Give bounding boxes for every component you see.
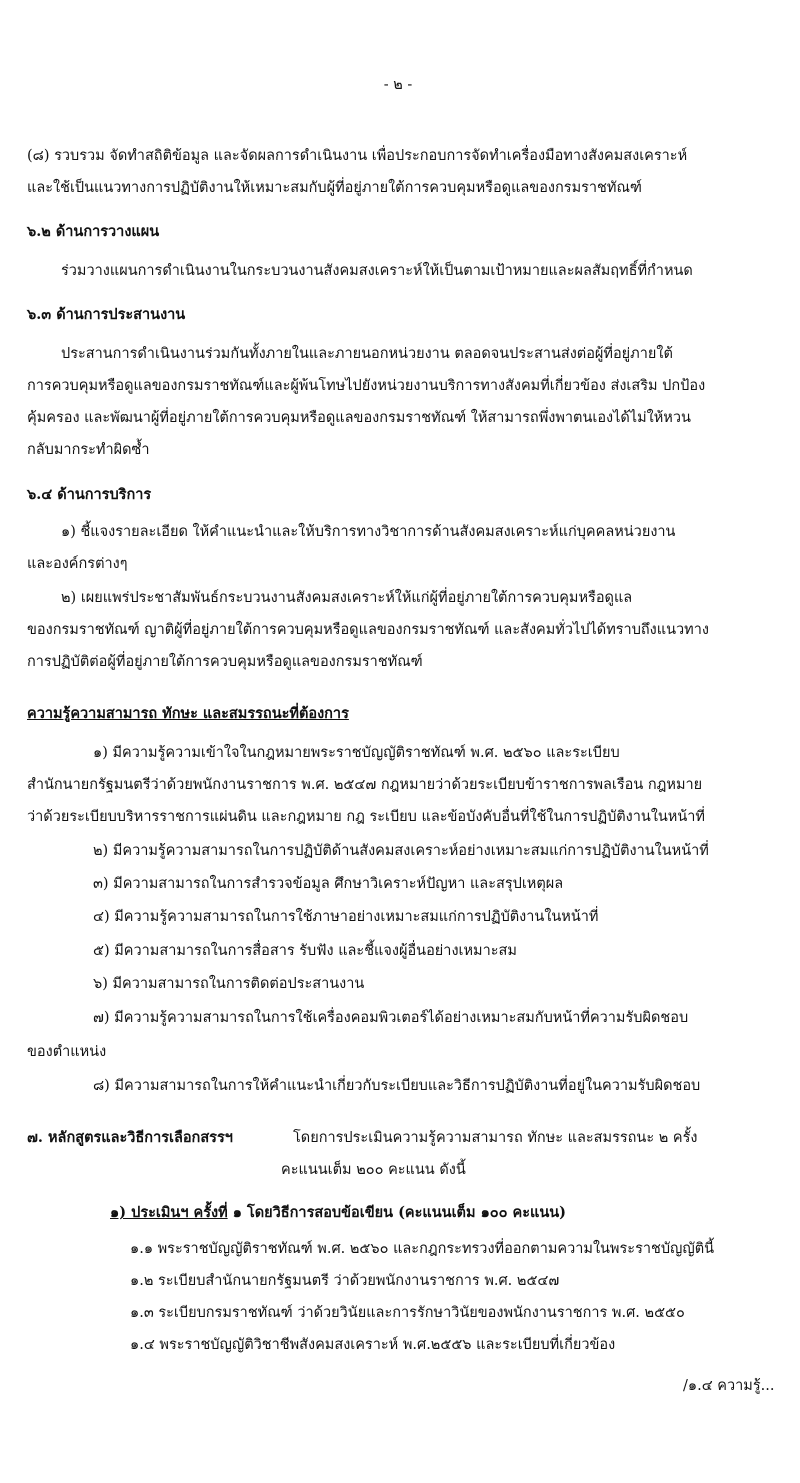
knowledge-item1-line2: สำนักนายกรัฐมนตรีว่าด้วยพนักงานราชการ พ.ศ. ๒๕๔๗ กฎหมายว่าด้วยระเบียบข้าราชการพลเรือน กฎหมาย <box>27 777 703 793</box>
round1-item1-1: ๑.๑ พระราชบัญญัติราชทัณฑ์ พ.ศ. ๒๕๖๐ และกฎกระทรวงที่ออกตามความในพระราชบัญญัตินี้ <box>130 1241 715 1257</box>
section-6-4-item2-line3: การปฏิบัติต่อผู้ที่อยู่ภายใต้การควบคุมหรือดูแลของกรมราชทัณฑ์ <box>27 654 423 670</box>
continuation-marker: /๑.๔ ความรู้... <box>683 1378 775 1394</box>
section-6-4-item1-line2: และองค์กรต่างๆ <box>27 556 128 572</box>
knowledge-item7-line1: ๗) มีความรู้ความสามารถในการใช้เครื่องคอมพิวเตอร์ได้อย่างเหมาะสมกับหน้าที่ความรับผิดชอบ <box>93 1010 689 1026</box>
section-7-heading: ๗. หลักสูตรและวิธีการเลือกสรรฯ <box>27 1129 233 1146</box>
knowledge-item3: ๓) มีความสามารถในการสำรวจข้อมูล ศึกษาวิเคราะห์ปัญหา และสรุปเหตุผล <box>93 876 564 892</box>
section-6-2-heading: ๖.๒ ด้านการวางแผน <box>27 223 160 240</box>
round1-item1-4: ๑.๔ พระราชบัญญัติวิชาชีพสังคมสงเคราะห์ พ.ศ.๒๕๕๖ และระเบียบที่เกี่ยวข้อง <box>130 1337 616 1353</box>
section-6-3-heading: ๖.๓ ด้านการประสานงาน <box>27 306 186 323</box>
round1-item1-2: ๑.๒ ระเบียบสำนักนายกรัฐมนตรี ว่าด้วยพนักงานราชการ พ.ศ. ๒๕๔๗ <box>130 1273 560 1289</box>
round1-item1-3: ๑.๓ ระเบียบกรมราชทัณฑ์ ว่าด้วยวินัยและการรักษาวินัยของพนักงานราชการ พ.ศ. ๒๕๕๐ <box>130 1305 685 1321</box>
knowledge-heading: ความรู้ความสามารถ ทักษะ และสมรรถนะที่ต้องการ <box>27 705 349 722</box>
knowledge-item1-line1: ๑) มีความรู้ความเข้าใจในกฎหมายพระราชบัญญัติราชทัณฑ์ พ.ศ. ๒๕๖๐ และระเบียบ <box>93 745 620 761</box>
section-6-4-item1-line1: ๑) ชี้แจงรายละเอียด ให้คำแนะนำและให้บริการทางวิชาการด้านสังคมสงเคราะห์แก่บุคคลหน่วยงาน <box>61 524 676 540</box>
round1-heading-underlined: ๑) ประเมินฯ ครั้งที่ <box>110 1204 228 1221</box>
section-7-desc-line1: โดยการประเมินความรู้ความสามารถ ทักษะ และสมรรถนะ ๒ ครั้ง <box>293 1130 698 1146</box>
knowledge-item7-line2: ของตำแหน่ง <box>27 1044 107 1060</box>
item8-line2: และใช้เป็นแนวทางการปฏิบัติงานให้เหมาะสมกับผู้ที่อยู่ภายใต้การควบคุมหรือดูแลของกรมราชทัณฑ์ <box>27 180 642 196</box>
knowledge-item5: ๕) มีความสามารถในการสื่อสาร รับฟัง และชี้แจงผู้อื่นอย่างเหมาะสม <box>93 943 517 959</box>
knowledge-item2: ๒) มีความรู้ความสามารถในการปฏิบัติด้านสังคมสงเคราะห์อย่างเหมาะสมแก่การปฏิบัติงานในหน้าที่ <box>93 843 709 859</box>
item8-line1: (๘) รวบรวม จัดทำสถิติข้อมูล และจัดผลการดำเนินงาน เพื่อประกอบการจัดทำเครื่องมือทางสังคมสงเคราะห์ <box>27 148 688 164</box>
section-6-3-line1: ประสานการดำเนินงานร่วมกันทั้งภายในและภายนอกหน่วยงาน ตลอดจนประสานส่งต่อผู้ที่อยู่ภายใต้ <box>61 346 673 362</box>
section-6-3-line3: คุ้มครอง และพัฒนาผู้ที่อยู่ภายใต้การควบคุมหรือดูแลของกรมราชทัณฑ์ ให้สามารถพึ่งพาตนเองได้ไม่ให้หวน <box>27 410 691 426</box>
knowledge-item1-line3: ว่าด้วยระเบียบบริหารราชการแผ่นดิน และกฎหมาย กฎ ระเบียบ และข้อบังคับอื่นที่ใช้ในการปฏิบัติงานในหน้าที่ <box>27 809 705 825</box>
section-6-4-heading: ๖.๔ ด้านการบริการ <box>27 486 152 503</box>
section-6-4-item2-line2: ของกรมราชทัณฑ์ ญาติผู้ที่อยู่ภายใต้การควบคุมหรือดูแลของกรมราชทัณฑ์ และสังคมทั่วไปได้ทราบถึงแนวทาง <box>27 622 709 638</box>
section-6-2-text: ร่วมวางแผนการดำเนินงานในกระบวนงานสังคมสงเคราะห์ให้เป็นตามเป้าหมายและผลสัมฤทธิ์ที่กำหนด <box>61 263 693 279</box>
knowledge-item8: ๘) มีความสามารถในการให้คำแนะนำเกี่ยวกับระเบียบและวิธีการปฏิบัติงานที่อยู่ในความรับผิดชอบ <box>93 1078 701 1094</box>
section-6-3-line4: กลับมากระทำผิดซ้ำ <box>27 442 150 458</box>
page-number: - ๒ - <box>383 77 413 93</box>
knowledge-item6: ๖) มีความสามารถในการติดต่อประสานงาน <box>93 976 365 992</box>
knowledge-item4: ๔) มีความรู้ความสามารถในการใช้ภาษาอย่างเหมาะสมแก่การปฏิบัติงานในหน้าที่ <box>93 909 599 925</box>
round1-heading-rest: ๑ โดยวิธีการสอบข้อเขียน (คะแนนเต็ม ๑๐๐ คะแนน) <box>232 1204 567 1221</box>
round1-heading <box>110 1202 566 1224</box>
section-6-4-item2-line1: ๒) เผยแพร่ประชาสัมพันธ์กระบวนงานสังคมสงเคราะห์ให้แก่ผู้ที่อยู่ภายใต้การควบคุมหรือดูแล <box>61 590 633 606</box>
section-6-3-line2: การควบคุมหรือดูแลของกรมราชทัณฑ์และผู้พ้นโทษไปยังหน่วยงานบริการทางสังคมที่เกี่ยวข้อง ส่งเสริม ปกป้อง <box>27 378 706 394</box>
section-7-desc-line2: คะแนนเต็ม ๒๐๐ คะแนน ดังนี้ <box>281 1162 466 1178</box>
